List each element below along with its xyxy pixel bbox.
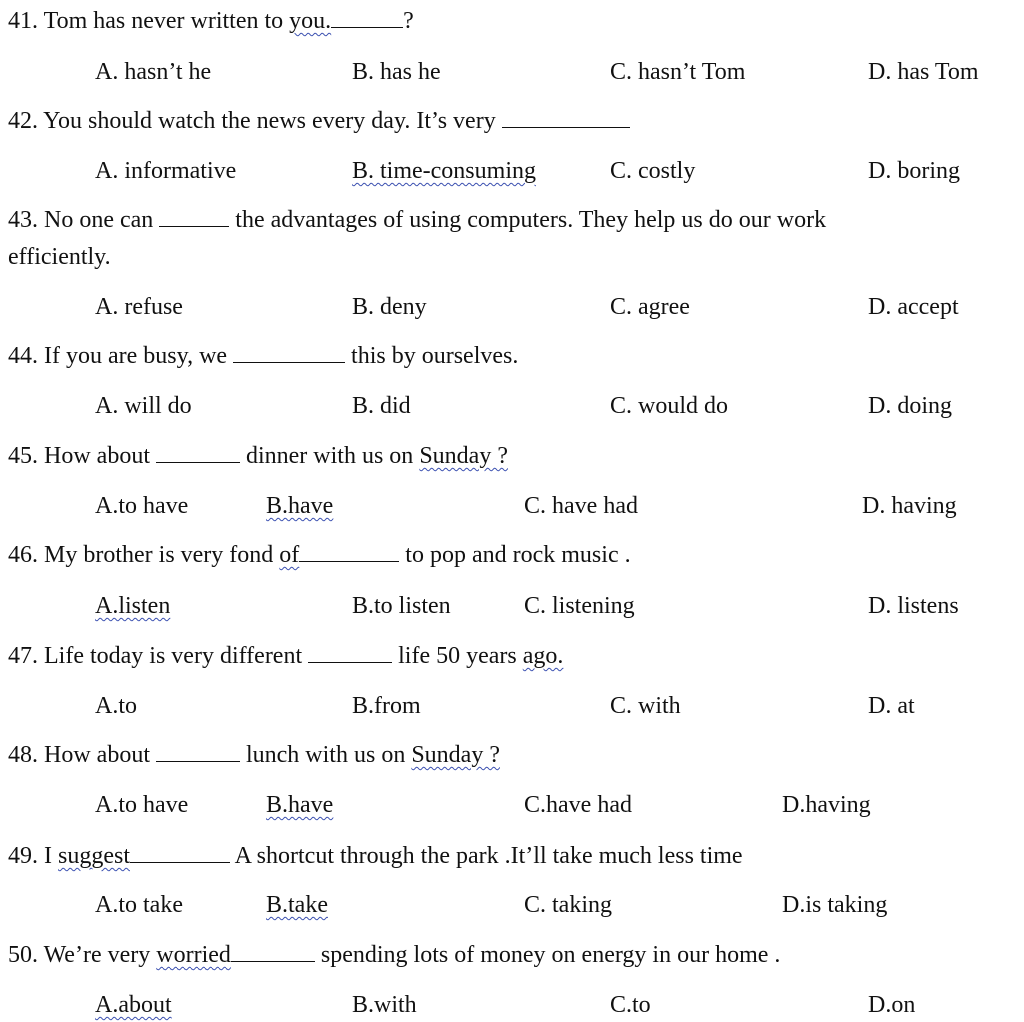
option-c[interactable]: C. listening bbox=[524, 593, 635, 619]
option-b[interactable]: B.have bbox=[266, 792, 334, 818]
option-a[interactable]: A.listen bbox=[95, 593, 171, 619]
option-b[interactable]: B.have bbox=[266, 493, 334, 519]
option-a[interactable]: A.to bbox=[95, 693, 137, 719]
option-b[interactable]: B.take bbox=[266, 892, 328, 918]
option-d[interactable]: D. doing bbox=[868, 393, 952, 419]
answer-blank bbox=[233, 342, 345, 363]
answer-blank bbox=[502, 107, 630, 128]
question-number: 43. bbox=[8, 207, 38, 233]
question-number: 47. bbox=[8, 643, 38, 669]
question-45 bbox=[8, 441, 508, 471]
option-a[interactable]: A.to have bbox=[95, 493, 189, 519]
option-c[interactable]: C. agree bbox=[610, 294, 690, 320]
question-text: Life today is very different bbox=[44, 643, 309, 669]
question-text-underlined: suggest bbox=[58, 843, 130, 869]
answer-blank bbox=[156, 741, 240, 762]
option-d[interactable]: D.having bbox=[782, 792, 871, 818]
option-d[interactable]: D. boring bbox=[868, 158, 960, 184]
question-number: 45. bbox=[8, 443, 38, 469]
option-a[interactable]: A.to take bbox=[95, 892, 183, 918]
question-text: How about bbox=[44, 742, 156, 768]
question-text: How about bbox=[44, 443, 156, 469]
option-c[interactable]: C.to bbox=[610, 992, 651, 1018]
option-b[interactable]: B. did bbox=[352, 393, 411, 419]
option-d[interactable]: D. accept bbox=[868, 294, 959, 320]
option-b[interactable]: B. time-consuming bbox=[352, 158, 536, 184]
question-text-underlined: ago. bbox=[522, 643, 564, 669]
option-d[interactable]: D. listens bbox=[868, 593, 959, 619]
question-number: 50. bbox=[8, 942, 38, 968]
question-number: 41. bbox=[8, 8, 38, 34]
question-text-underlined: you. bbox=[289, 8, 332, 34]
option-a[interactable]: A.to have bbox=[95, 792, 189, 818]
question-text: If you are busy, we bbox=[44, 343, 234, 369]
question-text: lunch with us on bbox=[239, 742, 412, 768]
option-c[interactable]: C.have had bbox=[524, 792, 632, 818]
option-c[interactable]: C. would do bbox=[610, 393, 729, 419]
question-47 bbox=[8, 641, 563, 671]
question-number: 46. bbox=[8, 542, 38, 568]
question-text: the advantages of using computers. They help us do our work bbox=[229, 207, 827, 233]
option-a[interactable]: A. informative bbox=[95, 158, 237, 184]
option-c[interactable]: C. costly bbox=[610, 158, 696, 184]
question-50 bbox=[8, 940, 780, 970]
option-a[interactable]: A. hasn’t he bbox=[95, 59, 212, 85]
answer-blank bbox=[308, 642, 392, 663]
answer-blank bbox=[299, 541, 399, 562]
answer-blank bbox=[231, 941, 315, 962]
question-text: We’re very bbox=[43, 942, 157, 968]
question-44 bbox=[8, 341, 518, 371]
question-text: this by ourselves. bbox=[345, 343, 519, 369]
option-c[interactable]: C. with bbox=[610, 693, 681, 719]
question-text: I bbox=[44, 843, 58, 869]
question-42 bbox=[8, 106, 630, 136]
question-text: No one can bbox=[44, 207, 160, 233]
option-d[interactable]: D. having bbox=[862, 493, 957, 519]
option-c[interactable]: C. taking bbox=[524, 892, 612, 918]
option-b[interactable]: B.from bbox=[352, 693, 421, 719]
option-c[interactable]: C. have had bbox=[524, 493, 638, 519]
option-a[interactable]: A.about bbox=[95, 992, 172, 1018]
question-46 bbox=[8, 540, 631, 570]
question-text: dinner with us on bbox=[239, 443, 420, 469]
question-text-underlined: Sunday ? bbox=[419, 443, 508, 469]
option-d[interactable]: D.on bbox=[868, 992, 916, 1018]
option-b[interactable]: B.with bbox=[352, 992, 417, 1018]
question-text: ? bbox=[403, 8, 414, 34]
question-text: to pop and rock music . bbox=[399, 542, 631, 568]
option-b[interactable]: B. deny bbox=[352, 294, 427, 320]
question-text-underlined: Sunday ? bbox=[411, 742, 500, 768]
question-number: 49. bbox=[8, 843, 38, 869]
answer-blank bbox=[159, 206, 229, 227]
question-text: Tom has never written to bbox=[43, 8, 290, 34]
option-a[interactable]: A. refuse bbox=[95, 294, 183, 320]
question-text: My brother is very fond bbox=[44, 542, 280, 568]
question-text: spending lots of money on energy in our home . bbox=[314, 942, 781, 968]
question-text: life 50 years bbox=[392, 643, 523, 669]
question-48 bbox=[8, 740, 500, 770]
option-d[interactable]: D.is taking bbox=[782, 892, 888, 918]
answer-blank bbox=[130, 842, 230, 863]
question-41 bbox=[8, 6, 414, 36]
answer-blank bbox=[331, 7, 403, 28]
answer-blank bbox=[156, 442, 240, 463]
question-43 bbox=[8, 205, 826, 235]
question-text-underlined: of bbox=[279, 542, 300, 568]
question-number: 48. bbox=[8, 742, 38, 768]
question-number: 42. bbox=[8, 108, 38, 134]
option-b[interactable]: B.to listen bbox=[352, 593, 451, 619]
option-b[interactable]: B. has he bbox=[352, 59, 441, 85]
question-text: You should watch the news every day. It’s very bbox=[43, 108, 502, 134]
option-d[interactable]: D. has Tom bbox=[868, 59, 979, 85]
option-c[interactable]: C. hasn’t Tom bbox=[610, 59, 746, 85]
option-d[interactable]: D. at bbox=[868, 693, 915, 719]
question-text: A shortcut through the park .It’ll take much less time bbox=[230, 843, 743, 869]
question-text-underlined: worried bbox=[156, 942, 231, 968]
question-43-continued: efficiently. bbox=[8, 244, 111, 270]
question-49 bbox=[8, 841, 743, 871]
option-a[interactable]: A. will do bbox=[95, 393, 192, 419]
question-number: 44. bbox=[8, 343, 38, 369]
